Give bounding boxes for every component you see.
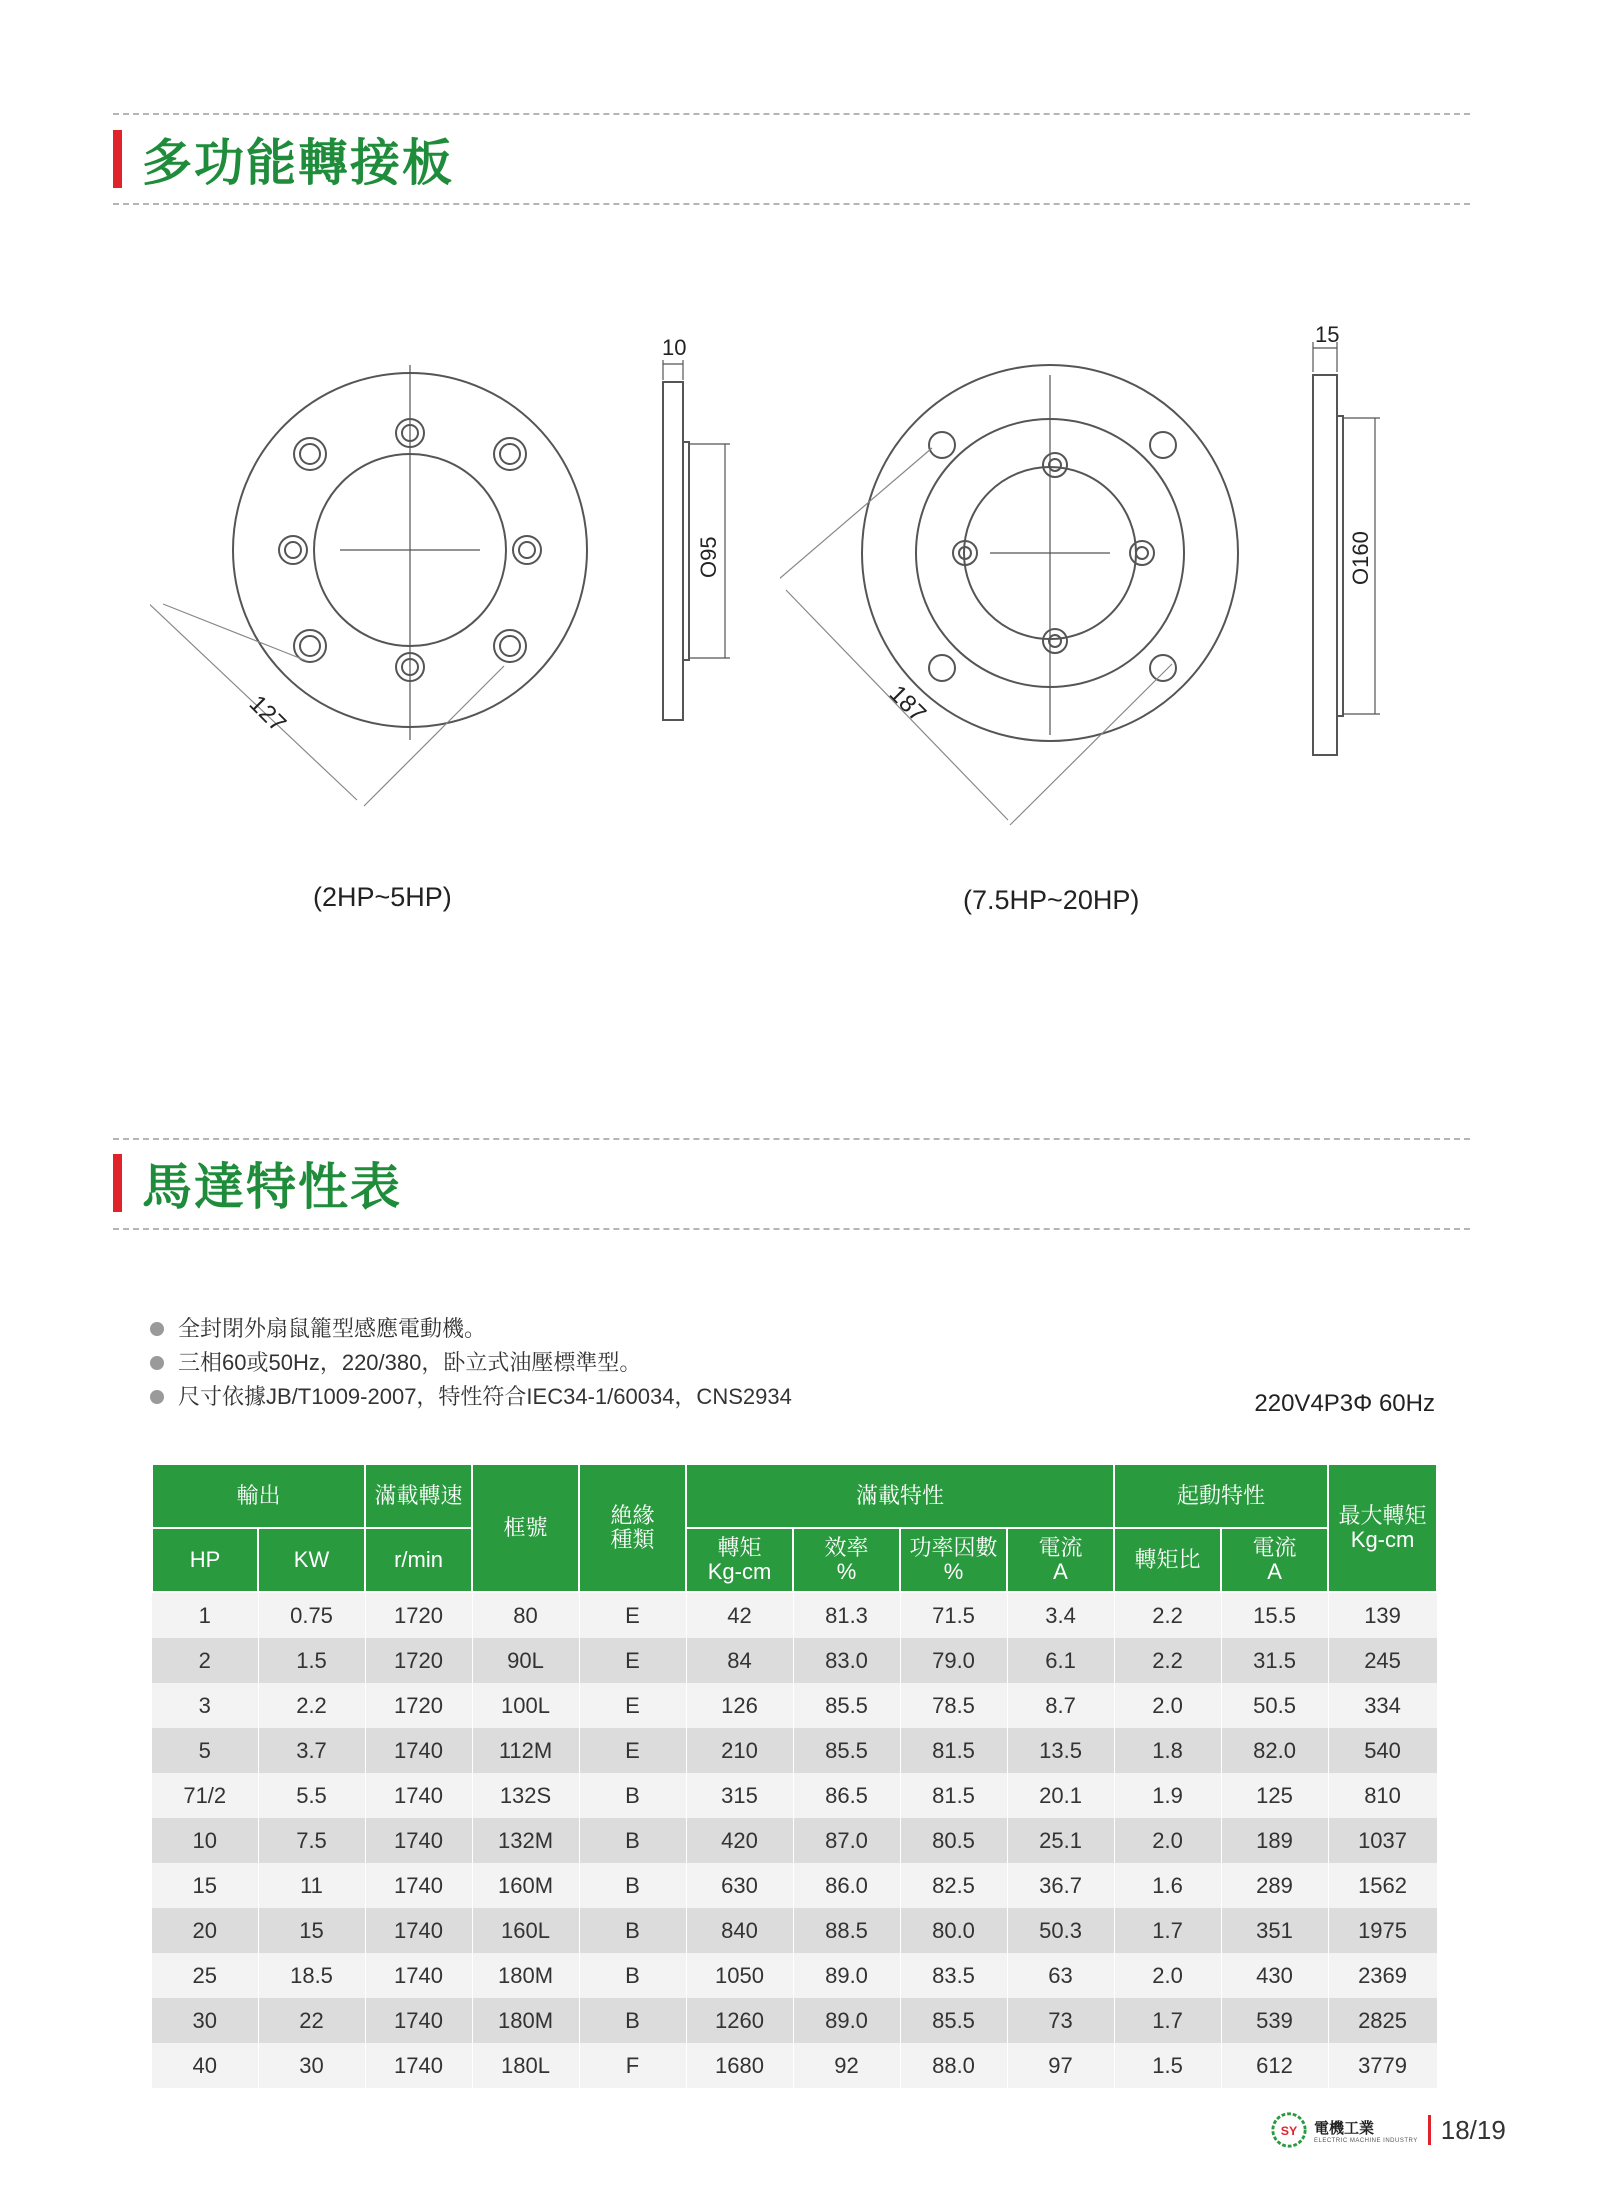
table-cell: 50.3 [1007, 1908, 1114, 1953]
page-footer [1270, 2108, 1506, 2152]
table-cell: 1.9 [1114, 1773, 1221, 1818]
header-insulation-line1: 絶緣 [610, 1503, 655, 1528]
table-row [152, 2043, 1437, 2088]
table-cell: 1.6 [1114, 1863, 1221, 1908]
header-hp: HP [152, 1528, 258, 1592]
table-cell: 86.0 [793, 1863, 900, 1908]
table-cell: E [579, 1592, 686, 1638]
header-starting-char: 起動特性 [1114, 1464, 1328, 1528]
large-plate-dimension-lines [780, 448, 1172, 825]
table-cell: 30 [152, 1998, 258, 2043]
table-cell: 420 [686, 1818, 793, 1863]
adapter-plate-small-drawing [150, 320, 790, 840]
table-cell: 1.5 [258, 1638, 365, 1683]
bullet-dot-icon [150, 1322, 164, 1336]
table-cell: 2.2 [258, 1683, 365, 1728]
divider-bottom-2 [113, 1228, 1470, 1230]
table-cell: 3.4 [1007, 1592, 1114, 1638]
small-plate-dimension-lines [150, 600, 504, 806]
table-cell: 63 [1007, 1953, 1114, 1998]
company-name: 電機工業 [1314, 2118, 1375, 2137]
header-insulation-line2: 種類 [610, 1527, 655, 1552]
table-cell: 1.5 [1114, 2043, 1221, 2088]
table-cell: 1.8 [1114, 1728, 1221, 1773]
header-start-current-line1: 電流 [1252, 1535, 1297, 1560]
small-plate-bore-label: O95 [696, 536, 721, 578]
table-cell: 180M [472, 1998, 579, 2043]
table-cell: 132M [472, 1818, 579, 1863]
header-output: 輸出 [152, 1464, 365, 1528]
table-cell: 86.5 [793, 1773, 900, 1818]
table-cell: 540 [1328, 1728, 1437, 1773]
table-cell: 160M [472, 1863, 579, 1908]
company-logo-icon [1270, 2111, 1308, 2149]
header-start-current [1221, 1528, 1328, 1592]
table-cell: B [579, 1953, 686, 1998]
table-cell: 20 [152, 1908, 258, 1953]
table-cell: 1740 [365, 2043, 472, 2088]
header-kw: KW [258, 1528, 365, 1592]
table-cell: 334 [1328, 1683, 1437, 1728]
table-cell: 15.5 [1221, 1592, 1328, 1638]
table-cell: 1740 [365, 1728, 472, 1773]
header-torque-line1: 轉矩 [717, 1535, 762, 1560]
header-power-factor-line1: 功率因數 [909, 1535, 998, 1560]
table-cell: 22 [258, 1998, 365, 2043]
table-cell: 1.7 [1114, 1998, 1221, 2043]
table-cell: 79.0 [900, 1638, 1007, 1683]
header-torque-ratio: 轉矩比 [1114, 1528, 1221, 1592]
table-cell: 36.7 [1007, 1863, 1114, 1908]
footer-separator [1428, 2115, 1431, 2145]
table-cell: 7.5 [258, 1818, 365, 1863]
table-cell: 1260 [686, 1998, 793, 2043]
large-plate-caption: (7.5HP~20HP) [963, 885, 1140, 915]
large-plate-bolt-holes [929, 432, 1176, 681]
header-max-torque [1328, 1464, 1437, 1592]
header-full-load-char: 滿載特性 [686, 1464, 1114, 1528]
bullet-text: 三相60或50Hz，220/380，卧立式油壓標準型。 [178, 1350, 642, 1375]
table-cell: 11 [258, 1863, 365, 1908]
table-cell: 73 [1007, 1998, 1114, 2043]
table-cell: 18.5 [258, 1953, 365, 1998]
section-accent-bar [113, 1154, 122, 1212]
table-cell: 87.0 [793, 1818, 900, 1863]
table-cell: 1720 [365, 1638, 472, 1683]
table-row [152, 1683, 1437, 1728]
header-power-factor-unit: % [943, 1559, 964, 1584]
header-efficiency-line1: 效率 [824, 1535, 869, 1560]
table-cell: 2825 [1328, 1998, 1437, 2043]
table-cell: 112M [472, 1728, 579, 1773]
table-cell: 180M [472, 1953, 579, 1998]
table-cell: 2.2 [1114, 1638, 1221, 1683]
logo-text: SY [1280, 2123, 1298, 2138]
table-row [152, 1908, 1437, 1953]
table-cell: 612 [1221, 2043, 1328, 2088]
table-cell: 351 [1221, 1908, 1328, 1953]
table-cell: 8.7 [1007, 1683, 1114, 1728]
table-row [152, 1818, 1437, 1863]
header-power-factor [900, 1528, 1007, 1592]
table-cell: E [579, 1683, 686, 1728]
table-cell: 10 [152, 1818, 258, 1863]
header-insulation [579, 1464, 686, 1592]
table-cell: 1680 [686, 2043, 793, 2088]
table-cell: 6.1 [1007, 1638, 1114, 1683]
table-cell: 25.1 [1007, 1818, 1114, 1863]
header-current-unit: A [1053, 1559, 1068, 1584]
table-cell: 88.5 [793, 1908, 900, 1953]
header-max-torque-line1: 最大轉矩 [1338, 1503, 1427, 1528]
header-full-load-speed: 滿載轉速 [365, 1464, 472, 1528]
table-cell: 90L [472, 1638, 579, 1683]
divider-top-1 [113, 113, 1470, 115]
table-cell: 1975 [1328, 1908, 1437, 1953]
table-cell: 50.5 [1221, 1683, 1328, 1728]
table-cell: 630 [686, 1863, 793, 1908]
table-cell: 83.0 [793, 1638, 900, 1683]
table-cell: 810 [1328, 1773, 1437, 1818]
section-header-chart [113, 1152, 402, 1214]
table-cell: 2 [152, 1638, 258, 1683]
bullet-text: 全封閉外扇鼠籠型感應電動機。 [178, 1316, 487, 1341]
table-cell: 1037 [1328, 1818, 1437, 1863]
table-cell: 15 [152, 1863, 258, 1908]
table-cell: B [579, 1863, 686, 1908]
table-cell: 92 [793, 2043, 900, 2088]
table-cell: 80.5 [900, 1818, 1007, 1863]
table-cell: 245 [1328, 1638, 1437, 1683]
bullet-item [150, 1380, 792, 1414]
table-cell: 1740 [365, 1818, 472, 1863]
table-cell: 1740 [365, 1908, 472, 1953]
table-cell: 5.5 [258, 1773, 365, 1818]
table-cell: 1720 [365, 1592, 472, 1638]
small-plate-diameter-label: 127 [243, 690, 292, 738]
table-cell: 126 [686, 1683, 793, 1728]
section-accent-bar [113, 130, 122, 188]
table-cell: E [579, 1728, 686, 1773]
bullet-dot-icon [150, 1390, 164, 1404]
company-name-block [1314, 2117, 1418, 2144]
table-row [152, 1998, 1437, 2043]
table-cell: 1720 [365, 1683, 472, 1728]
divider-top-2 [113, 1138, 1470, 1140]
adapter-plate-large-drawing [780, 320, 1400, 840]
table-cell: 89.0 [793, 1953, 900, 1998]
table-cell: 139 [1328, 1592, 1437, 1638]
large-plate-thickness-label: 15 [1315, 322, 1340, 347]
header-torque [686, 1528, 793, 1592]
table-cell: 30 [258, 2043, 365, 2088]
small-plate-centerlines [340, 365, 480, 740]
table-cell: 0.75 [258, 1592, 365, 1638]
table-cell: 430 [1221, 1953, 1328, 1998]
table-cell: 210 [686, 1728, 793, 1773]
table-cell: 1740 [365, 1863, 472, 1908]
table-cell: 40 [152, 2043, 258, 2088]
header-efficiency-unit: % [836, 1559, 857, 1584]
table-cell: 1740 [365, 1773, 472, 1818]
table-cell: 88.0 [900, 2043, 1007, 2088]
table-cell: 1562 [1328, 1863, 1437, 1908]
table-row [152, 1592, 1437, 1638]
table-cell: 31.5 [1221, 1638, 1328, 1683]
table-body [152, 1592, 1437, 2088]
table-cell: 84 [686, 1638, 793, 1683]
table-cell: 100L [472, 1683, 579, 1728]
motor-characteristics-table [151, 1463, 1438, 2088]
table-cell: 539 [1221, 1998, 1328, 2043]
table-cell: 13.5 [1007, 1728, 1114, 1773]
table-cell: E [579, 1638, 686, 1683]
table-cell: 78.5 [900, 1683, 1007, 1728]
table-cell: 80.0 [900, 1908, 1007, 1953]
table-cell: 82.0 [1221, 1728, 1328, 1773]
divider-bottom-1 [113, 203, 1470, 205]
table-cell: B [579, 1908, 686, 1953]
table-cell: 89.0 [793, 1998, 900, 2043]
header-start-current-unit: A [1267, 1559, 1282, 1584]
section-header-adapter [113, 128, 454, 190]
table-cell: 71/2 [152, 1773, 258, 1818]
table-cell: 42 [686, 1592, 793, 1638]
bullet-item [150, 1312, 792, 1346]
section-title-chart: 馬達特性表 [142, 1157, 402, 1216]
table-cell: 25 [152, 1953, 258, 1998]
table-cell: 840 [686, 1908, 793, 1953]
header-current-line1: 電流 [1038, 1535, 1083, 1560]
table-cell: 132S [472, 1773, 579, 1818]
table-cell: 180L [472, 2043, 579, 2088]
header-efficiency [793, 1528, 900, 1592]
table-cell: 289 [1221, 1863, 1328, 1908]
table-cell: 82.5 [900, 1863, 1007, 1908]
table-cell: B [579, 1998, 686, 2043]
table-cell: 85.5 [793, 1683, 900, 1728]
table-cell: 3779 [1328, 2043, 1437, 2088]
table-cell: 2.0 [1114, 1818, 1221, 1863]
header-rpm: r/min [365, 1528, 472, 1592]
bullet-dot-icon [150, 1356, 164, 1370]
table-cell: 15 [258, 1908, 365, 1953]
bullet-item [150, 1346, 792, 1380]
table-cell: 81.5 [900, 1773, 1007, 1818]
table-cell: 3.7 [258, 1728, 365, 1773]
table-cell: 80 [472, 1592, 579, 1638]
table-cell: 81.3 [793, 1592, 900, 1638]
header-frame: 框號 [472, 1464, 579, 1592]
voltage-spec-note: 220V4P3Φ 60Hz [1254, 1390, 1435, 1417]
table-row [152, 1728, 1437, 1773]
bullet-text: 尺寸依據JB/T1009-2007，特性符合IEC34-1/60034，CNS2934 [178, 1384, 792, 1409]
table-cell: 2369 [1328, 1953, 1437, 1998]
table-cell: 1050 [686, 1953, 793, 1998]
table-cell: B [579, 1818, 686, 1863]
table-cell: 71.5 [900, 1592, 1007, 1638]
table-cell: 1 [152, 1592, 258, 1638]
table-cell: 3 [152, 1683, 258, 1728]
table-cell: 2.0 [1114, 1953, 1221, 1998]
table-cell: 83.5 [900, 1953, 1007, 1998]
table-cell: 81.5 [900, 1728, 1007, 1773]
table-cell: 97 [1007, 2043, 1114, 2088]
table-row [152, 1638, 1437, 1683]
table-cell: 189 [1221, 1818, 1328, 1863]
table-row [152, 1863, 1437, 1908]
table-cell: 315 [686, 1773, 793, 1818]
table-cell: 125 [1221, 1773, 1328, 1818]
table-cell: 5 [152, 1728, 258, 1773]
table-cell: 160L [472, 1908, 579, 1953]
company-name-en: ELECTRIC MACHINE INDUSTRY [1314, 2137, 1418, 2144]
table-cell: 2.2 [1114, 1592, 1221, 1638]
table-cell: 20.1 [1007, 1773, 1114, 1818]
table-cell: 85.5 [900, 1998, 1007, 2043]
small-plate-thickness-label: 10 [662, 335, 687, 360]
table-row [152, 1773, 1437, 1818]
table-cell: B [579, 1773, 686, 1818]
header-current [1007, 1528, 1114, 1592]
feature-bullet-list [150, 1312, 792, 1414]
section-title-adapter: 多功能轉接板 [142, 133, 454, 192]
table-cell: 2.0 [1114, 1683, 1221, 1728]
table-cell: 1740 [365, 1998, 472, 2043]
header-max-torque-unit: Kg-cm [1350, 1527, 1415, 1552]
table-cell: F [579, 2043, 686, 2088]
table-cell: 1740 [365, 1953, 472, 1998]
small-plate-caption: (2HP~5HP) [313, 882, 452, 912]
header-torque-unit: Kg-cm [707, 1559, 772, 1584]
large-plate-bore-label: O160 [1348, 531, 1373, 585]
table-cell: 85.5 [793, 1728, 900, 1773]
table-cell: 1.7 [1114, 1908, 1221, 1953]
page-number: 18/19 [1440, 2114, 1506, 2145]
large-plate-diameter-label: 187 [883, 680, 932, 728]
table-row [152, 1953, 1437, 1998]
